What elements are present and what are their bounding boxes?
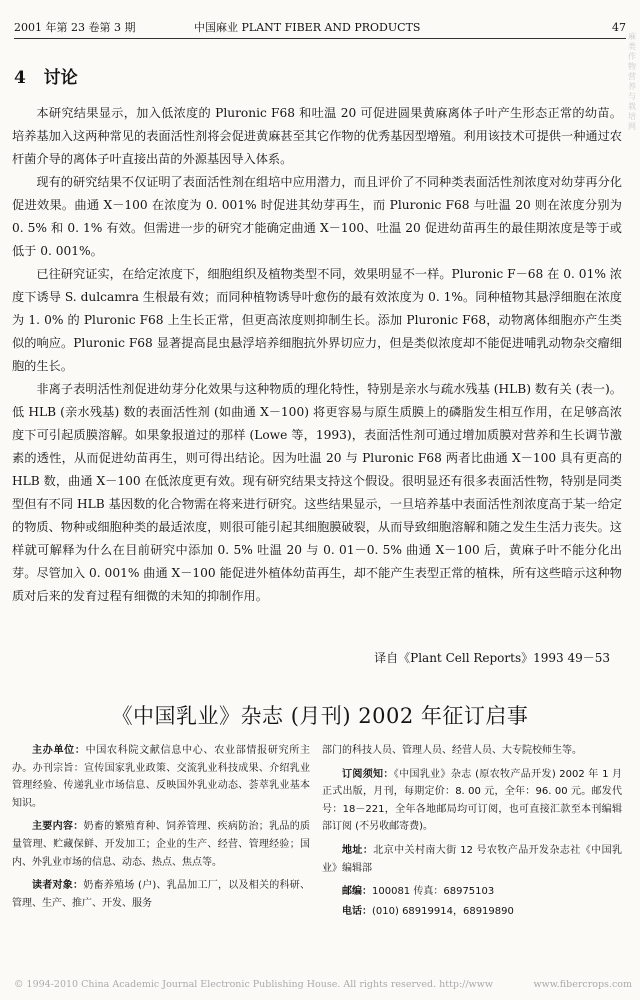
notice-item-text: 奶畜的繁殖育种、饲养管理、疾病防治；乳品的质量管理、贮藏保鲜、开发加工；企业的生产、经营、管理经验；国内、外乳业市场的信息、动态、热点、焦点等。 xyxy=(12,821,311,868)
notice-item-label: 电话： xyxy=(342,905,372,917)
notice-item xyxy=(12,818,310,871)
site-watermark: www.fibercrops.com xyxy=(533,979,632,990)
notice-item-label: 订阅须知： xyxy=(342,768,394,780)
page-number: 47 xyxy=(612,21,626,34)
article-paragraph: 已往研究证实，在给定浓度下，细胞组织及植物类型不同，效果明显不一样。Pluronic F－68 在 0. 01% 浓度下诱导 S. dulcamra 生根最有效；而同种植物诱导叶愈伤的最有效浓度为 0. 1%。同种植物其悬浮细胞在浓度为 1. 0% 的 Pluronic F68 上生长正常，但更高浓度则抑制生长。添加 Pluronic F68，动物离体细胞亦产生类似的响应。Pluronic F68 显著提高昆虫悬浮培养细胞抗外界切应力，但是类似浓度却不能促进哺乳动物杂交瘤细胞的生长。 xyxy=(12,267,622,373)
notice-item xyxy=(322,742,622,760)
notice-item xyxy=(322,766,622,836)
notice-item xyxy=(322,883,622,901)
section-title: 讨论 xyxy=(43,68,78,88)
translation-source: 译自《Plant Cell Reports》1993 49－53 xyxy=(374,651,610,665)
notice-item-label: 邮编： xyxy=(342,886,372,898)
copyright-text: © 1994-2010 China Academic Journal Electronic Publishing House. All rights reserved. http://www xyxy=(14,979,493,990)
issue-info: 2001 年第 23 卷第 3 期 xyxy=(14,21,136,34)
notice-item xyxy=(12,742,310,812)
running-header xyxy=(14,18,626,39)
section-number: 4 xyxy=(14,68,26,88)
article-paragraph: 本研究结果显示，加入低浓度的 Pluronic F68 和吐温 20 可促进圆果黄麻离体子叶产生形态正常的幼苗。培养基加入这两种常见的表面活性剂将会促进黄麻甚至其它作物的优秀基因型增殖。利用该技术可提供一种通过农杆菌介导的离体子叶直接出苗的外源基因导入体系。 xyxy=(12,106,622,166)
copyright-watermark xyxy=(14,978,632,992)
notice-item-label: 地址： xyxy=(342,844,374,856)
notice-item-label: 读者对象： xyxy=(32,880,84,892)
article-paragraph: 非离子表明活性剂促进幼芽分化效果与这种物质的理化特性，特别是亲水与疏水残基 (HLB) 数有关 (表一)。低 HLB (亲水残基) 数的表面活性剂 (如曲通 X－100) 将更容易与原生质膜上的磷脂发生相互作用，在足够高浓度下可引起质膜溶解。如果象报道过的那样 (Lowe 等，1993)，表面活性剂可通过增加质膜对营养和生长调节激素的透性，从而促进幼苗再生，则可得出结论。因为吐温 20 与 Pluronic F68 两者比曲通 X－100 具有更高的 HLB 数，曲通 X－100 在低浓度更有效。现有研究结果支持这个假设。很明显还有很多表面活性物，特别是同类型但有不同 HLB 基因数的化合物需在将来进行研究。这些结果显示，一旦培养基中表面活性剂浓度高于某一给定的物质、物种或细胞种类的最适浓度，则很可能引起其细胞膜破裂，从而导致细胞溶解和随之发生生活力丧失。这样就可解释为什么在目前研究中添加 0. 5% 吐温 20 与 0. 01－0. 5% 曲通 X－100 后，黄麻子叶不能分化出芽。尽管加入 0. 001% 曲通 X－100 能促进外植体幼苗再生，却不能产生表型正常的植株，所有这些暗示这种物质对后来的发育过程有细微的未知的抑制作用。 xyxy=(12,382,622,603)
notice-item-label: 主要内容： xyxy=(32,821,84,833)
section-heading xyxy=(14,66,78,90)
notice-item-text: 100081 传真：68975103 xyxy=(372,886,495,898)
notice-item-text: 奶畜养殖场 (户)、乳品加工厂，以及相关的科研、管理、生产、推广、开发、服务 xyxy=(12,880,311,909)
notice-item xyxy=(322,903,622,921)
notice-item-text: (010) 68919914，68919890 xyxy=(372,905,514,917)
notice-item xyxy=(12,877,310,912)
notice-item-text: 中国农科院文献信息中心、农业部情报研究所主办。办刊宗旨：宣传国家乳业政策、交流乳业科技成果、介绍乳业管理经验、传递乳业市场信息、反映国外乳业动态、荟萃乳业基本知识。 xyxy=(12,745,311,809)
notice-item xyxy=(322,842,622,877)
notice-right-column xyxy=(322,742,622,926)
article-body xyxy=(12,102,622,608)
notice-item-text: 北京中关村南大街 12 号农牧产品开发杂志社《中国乳业》编辑部 xyxy=(322,844,622,874)
article-paragraph: 现有的研究结果不仅证明了表面活性剂在组培中应用潜力，而且评价了不同种类表面活性剂浓度对幼芽再分化促进效果。曲通 X－100 在浓度为 0. 001% 时促进其幼芽再生，而 Pluronic F68 与吐温 20 则在浓度分别为 0. 5% 和 0. 1% 有效。但需进一步的研究才能确定曲通 X－100、吐温 20 促进幼苗再生的最佳期浓度是等于或低于 0. 001%。 xyxy=(12,175,622,258)
journal-name: 中国麻业 PLANT FIBER AND PRODUCTS xyxy=(194,21,421,34)
side-watermark: 麻类作物营养与栽培网 xyxy=(628,32,636,131)
notice-title: 《中国乳业》杂志 (月刊) 2002 年征订启事 xyxy=(111,704,529,728)
notice-item-text: 部门的科技人员、管理人员、经营人员、大专院校师生等。 xyxy=(322,745,582,756)
notice-left-column xyxy=(12,742,310,918)
notice-item-label: 主办单位： xyxy=(32,745,86,756)
notice-item-text: 《中国乳业》杂志 (原农牧产品开发) 2002 年 1 月正式出版，月刊，每期定价：8. 00 元，全年：96. 00 元。邮发代号：18－221，全年各地邮局均可订阅，也可直接汇款至本刊编辑部订阅 (不另收邮寄费)。 xyxy=(322,768,623,833)
